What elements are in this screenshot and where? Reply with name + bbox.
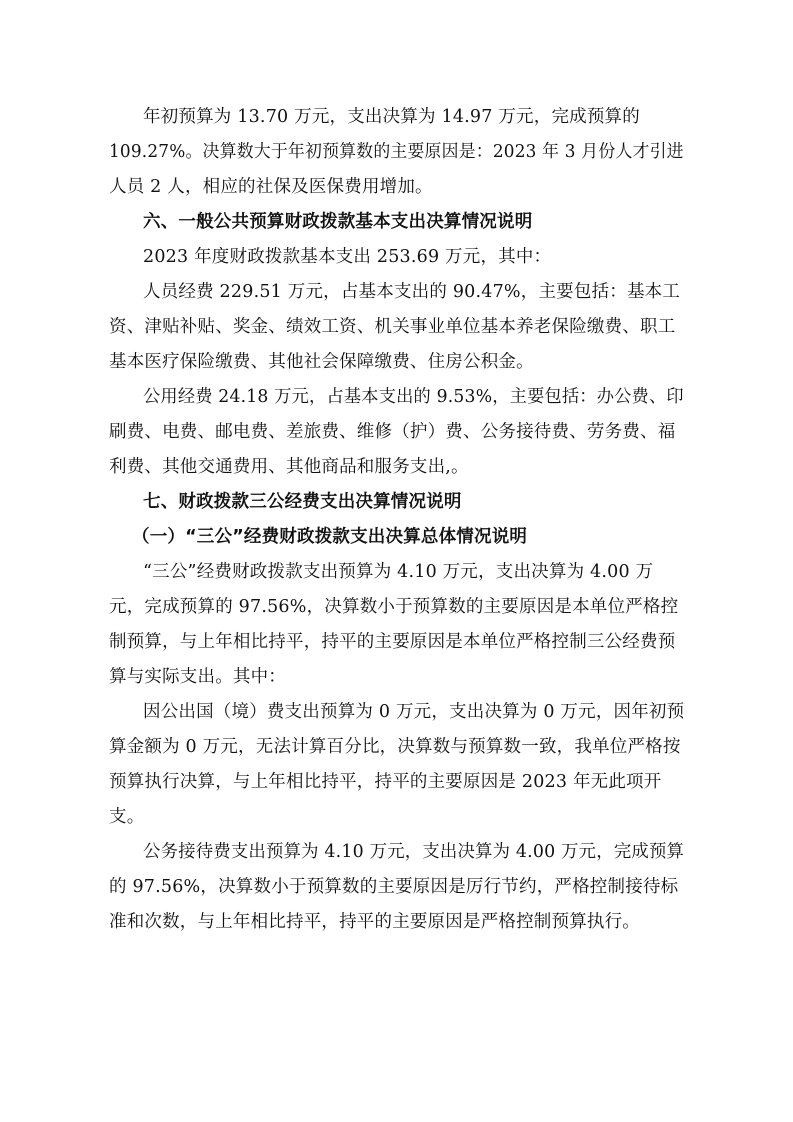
- paragraph-line: 准和次数，与上年相比持平，持平的主要原因是严格控制预算执行。: [109, 912, 640, 932]
- paragraph-line: 制预算，与上年相比持平，持平的主要原因是本单位严格控制三公经费预: [109, 632, 676, 652]
- paragraph-line: 刷费、电费、邮电费、差旅费、维修（护）费、公务接待费、劳务费、福: [109, 422, 676, 442]
- paragraph-line: 因公出国（境）费支出预算为 0 万元，支出决算为 0 万元，因年初预: [143, 702, 685, 722]
- paragraph-line: 2023 年度财政拨款基本支出 253.69 万元，其中：: [143, 247, 552, 267]
- paragraph-line: 算与实际支出。其中：: [109, 667, 286, 687]
- paragraph-line: 利费、其他交通费用、其他商品和服务支出,。: [109, 457, 469, 477]
- paragraph-line: 预算执行决算，与上年相比持平，持平的主要原因是 2023 年无此项开: [109, 772, 662, 792]
- paragraph-line: 人员经费 229.51 万元，占基本支出的 90.47%，主要包括：基本工: [143, 282, 681, 302]
- paragraph-line: 元，完成预算的 97.56%，决算数小于预算数的主要原因是本单位严格控: [109, 597, 679, 617]
- paragraph-line: 人员 2 人，相应的社保及医保费用增加。: [109, 177, 433, 197]
- paragraph-line: 基本医疗保险缴费、其他社会保障缴费、住房公积金。: [109, 352, 534, 372]
- paragraph-line: 支。: [109, 807, 145, 827]
- paragraph-line: 年初预算为 13.70 万元，支出决算为 14.97 万元，完成预算的: [143, 107, 640, 127]
- subsection-heading-1: （一）“三公”经费财政拨款支出决算总体情况说明: [132, 527, 528, 547]
- paragraph-line: “三公”经费财政拨款支出预算为 4.10 万元，支出决算为 4.00 万: [143, 562, 654, 582]
- paragraph-line: 公务接待费支出预算为 4.10 万元，支出决算为 4.00 万元，完成预算: [143, 842, 685, 862]
- paragraph-line: 的 97.56%，决算数小于预算数的主要原因是厉行节约，严格控制接待标: [109, 877, 679, 897]
- paragraph-line: 资、津贴补贴、奖金、绩效工资、机关事业单位基本养老保险缴费、职工: [109, 317, 676, 337]
- paragraph-line: 算金额为 0 万元，无法计算百分比，决算数与预算数一致，我单位严格按: [109, 737, 681, 757]
- section-heading-7: 七、财政拨款三公经费支出决算情况说明: [143, 492, 462, 512]
- paragraph-line: 109.27%。决算数大于年初预算数的主要原因是：2023 年 3 月份人才引进: [109, 142, 684, 162]
- paragraph-line: 公用经费 24.18 万元，占基本支出的 9.53%，主要包括：办公费、印: [143, 387, 684, 407]
- section-heading-6: 六、一般公共预算财政拨款基本支出决算情况说明: [143, 212, 533, 232]
